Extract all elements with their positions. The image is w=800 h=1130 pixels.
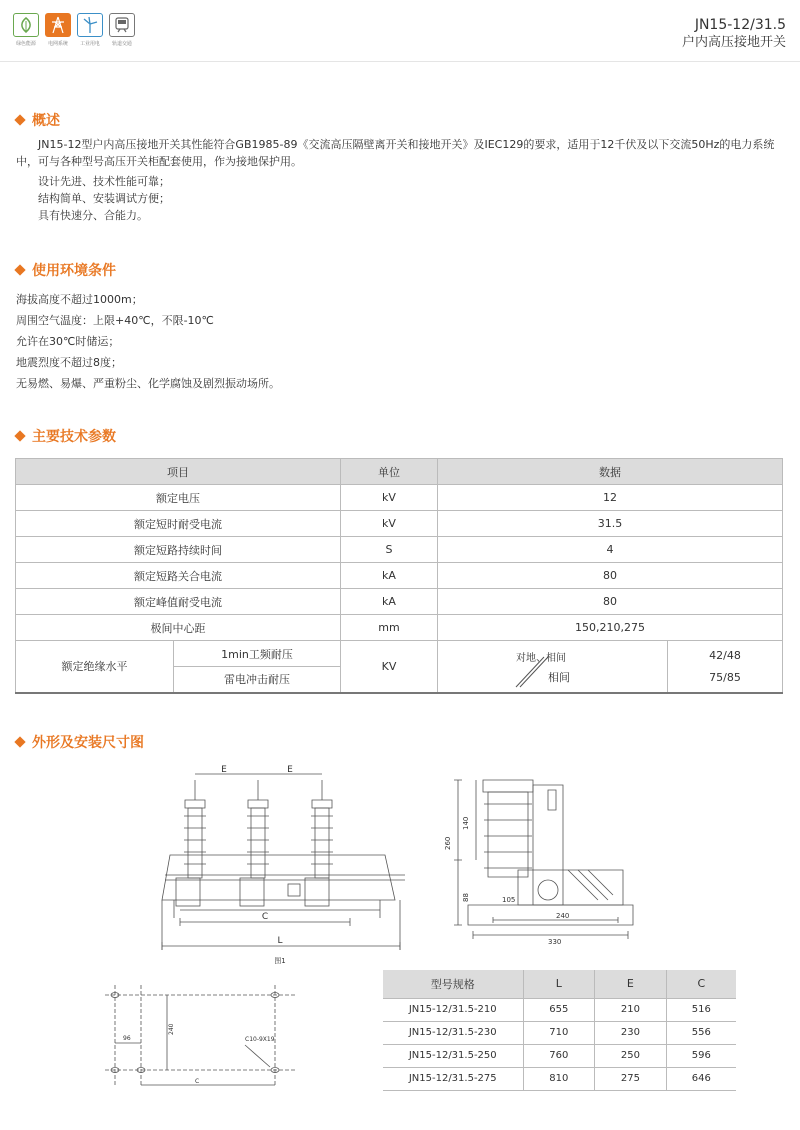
dim-240-plan: 240 (168, 1023, 175, 1035)
product-name: 户内高压接地开关 (681, 35, 786, 50)
environment-line: 允许在30℃时储运； (16, 335, 120, 348)
environment-lines (16, 289, 786, 394)
environment-line: 地震烈度不超过8度； (16, 356, 122, 369)
spec-table (15, 458, 783, 694)
dim-c-plan: C (195, 1078, 200, 1085)
leaf-icon (13, 13, 39, 37)
overview-points (16, 173, 786, 224)
environment-line: 周围空气温度：上限+40℃，不限-10℃ (16, 314, 214, 327)
dim-c: C (261, 912, 269, 922)
spec-header-item: 项目 (16, 459, 341, 485)
front-view-drawing (150, 760, 410, 970)
dim-140: 140 (462, 816, 470, 830)
diamond-icon (14, 264, 25, 275)
dim-96: 96 (123, 1035, 131, 1042)
logo-industrial: 工业用电 (77, 13, 103, 47)
header-title (682, 16, 786, 52)
overview-point: 结构简单、安装调试方便； (38, 192, 170, 205)
plan-view-drawing (95, 975, 305, 1115)
table-row: 额定短时耐受电流 kV 31.5 (16, 511, 783, 537)
dim-e2: E (287, 765, 293, 775)
table-row: 额定电压 kV 12 (16, 485, 783, 511)
logo-rail: 轨道交通 (109, 13, 135, 47)
table-row: 极间中心距 mm 150,210,275 (16, 615, 783, 641)
page-header (0, 0, 800, 62)
table-row: JN15-12/31.5-230 710 230 556 (383, 1021, 736, 1044)
model-header-row: 型号规格 L E C (383, 970, 736, 998)
environment-line: 无易燃、易爆、严重粉尘、化学腐蚀及剧烈振动场所。 (16, 377, 280, 390)
train-icon (109, 13, 135, 37)
diamond-icon (14, 114, 25, 125)
diamond-icon (14, 430, 25, 441)
overview-point: 设计先进、技术性能可靠； (38, 175, 170, 188)
diag-bottom-label: 相间 (548, 671, 570, 684)
dim-260: 260 (444, 836, 452, 850)
dim-e1: E (221, 765, 227, 775)
model-table (383, 970, 736, 1091)
spec-header-value: 数据 (438, 459, 783, 485)
insulation-val1: 42/48 (668, 641, 783, 667)
spec-header-row (16, 459, 783, 485)
table-row: 额定短路持续时间 S 4 (16, 537, 783, 563)
dim-105: 105 (502, 896, 516, 904)
section-title-environment: 使用环境条件 (16, 260, 116, 280)
logo-grid-system: 电网系统 (45, 13, 71, 47)
insulation-diagonal-cell (438, 641, 668, 693)
logo-row (13, 13, 135, 47)
insulation-sub2: 雷电冲击耐压 (174, 667, 341, 693)
insulation-val2: 75/85 (668, 667, 783, 693)
insulation-item: 额定绝缘水平 (16, 641, 174, 693)
diag-top-label: 对地、相间 (516, 653, 566, 664)
section-title-dimensions: 外形及安装尺寸图 (16, 732, 144, 752)
table-row: JN15-12/31.5-210 655 210 516 (383, 998, 736, 1021)
side-view-drawing (438, 770, 638, 950)
insulation-sub1: 1min工频耐压 (174, 641, 341, 667)
model-number: JN15-12/31.5 (694, 17, 786, 33)
logo-green-energy: 绿色能源 (13, 13, 39, 47)
table-row: 额定峰值耐受电流 kA 80 (16, 589, 783, 615)
section-title-overview: 概述 (16, 110, 60, 130)
table-row: JN15-12/31.5-250 760 250 596 (383, 1044, 736, 1067)
tower-icon (45, 13, 71, 37)
dim-330: 330 (548, 938, 562, 946)
dim-240: 240 (556, 912, 570, 920)
table-row: JN15-12/31.5-275 810 275 646 (383, 1067, 736, 1090)
hole-label: C10-9X19 (245, 1036, 275, 1043)
dim-88: 88 (462, 893, 470, 902)
insulation-row-1 (16, 641, 783, 667)
insulation-unit: KV (341, 641, 438, 693)
spec-header-unit: 单位 (341, 459, 438, 485)
section-title-specs: 主要技术参数 (16, 426, 116, 446)
overview-point: 具有快速分、合能力。 (38, 209, 148, 222)
diamond-icon (14, 736, 25, 747)
overview-paragraph: JN15-12型户内高压接地开关其性能符合GB1985-89《交流高压隔壁离开关和接地开关》及IEC129的要求，适用于12千伏及以下交流50Hz的电力系统中，可与各种型号高压开关柜配套使用，作为接地保护用。 (16, 138, 775, 168)
table-row: 额定短路关合电流 kA 80 (16, 563, 783, 589)
environment-line: 海拔高度不超过1000m； (16, 293, 143, 306)
wind-turbine-icon (77, 13, 103, 37)
dim-l: L (277, 936, 283, 946)
figure-label: 图1 (274, 957, 286, 965)
